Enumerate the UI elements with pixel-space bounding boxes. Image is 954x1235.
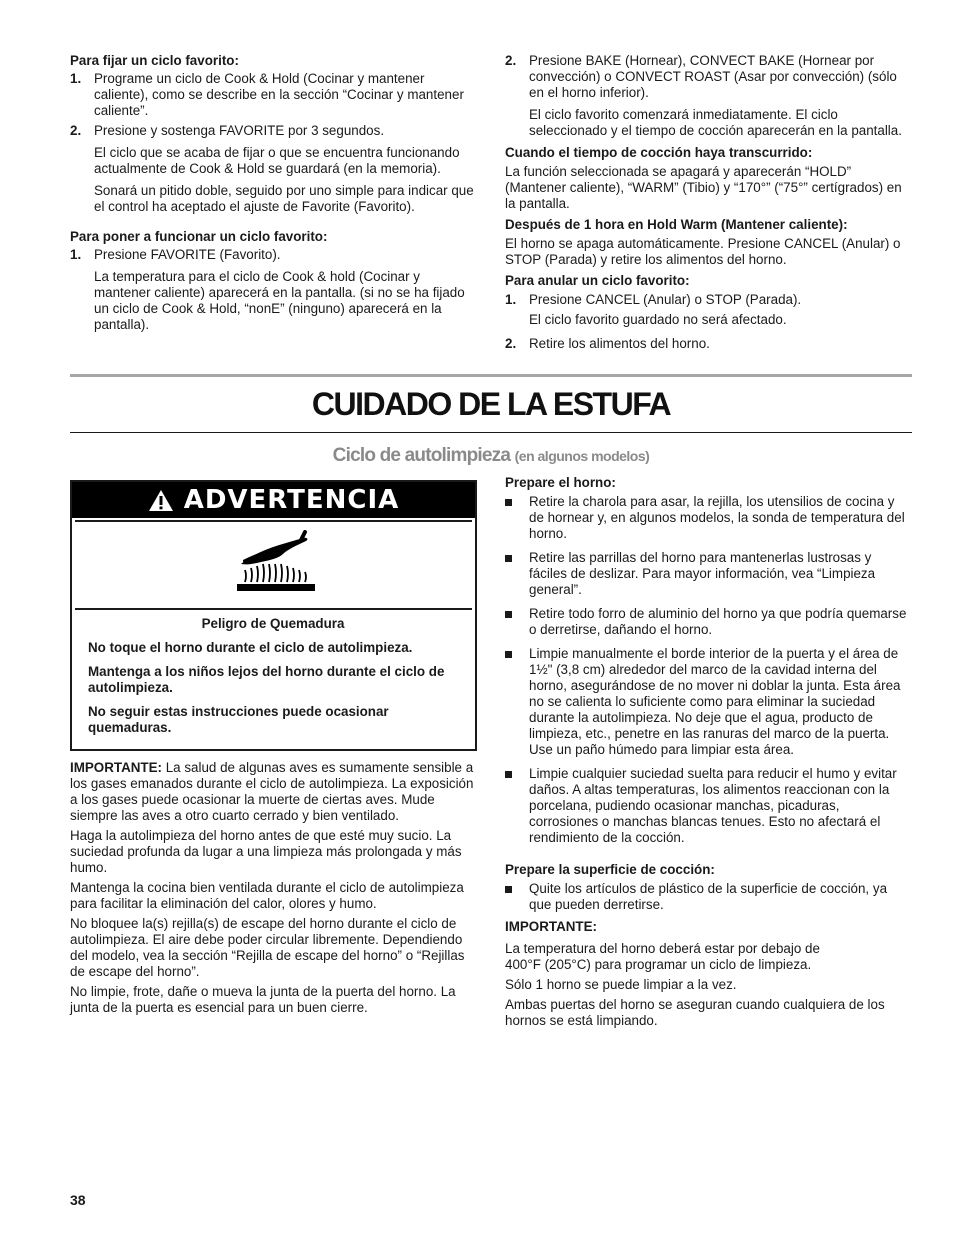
list-item (505, 881, 912, 913)
list-item (505, 606, 912, 638)
section-divider (70, 432, 912, 433)
warning-line: No seguir estas instrucciones puede ocasionar quemaduras. (88, 704, 389, 735)
bottom-right-column (505, 475, 912, 1029)
top-right-column (505, 53, 912, 352)
cook-done-heading: Cuando el tiempo de cocción haya transcurrido: (505, 145, 813, 160)
important-text: La salud de algunas aves es sumamente sensible a los gases emanados durante el ciclo de autolimpieza. La exposición a los gases puede ocasionar la muerte de ciertas aves. Mude siempre las aves a otro cuarto cerrado y bien ventilado. (70, 760, 474, 823)
bullet-icon (505, 651, 512, 658)
fav-run-note-1: La temperatura para el ciclo de Cook & hold (Cocinar y mantener caliente) aparecerá en la pantalla. (si no se ha fijado un ciclo de Cook & Hold, “nonE” (ninguno) aparecerá en la pantalla). (94, 269, 465, 332)
after-hour-text: El horno se apaga automáticamente. Presione CANCEL (Anular) o STOP (Parada) y retire los alimentos del horno. (505, 236, 901, 267)
cancel-fav-step-1 (505, 292, 912, 308)
important-label: IMPORTANTE: (70, 760, 162, 775)
paragraph: Sólo 1 horno se puede limpiar a la vez. (505, 977, 737, 992)
step-number: 1. (70, 71, 82, 86)
subsection-qualifier: (en algunos modelos) (514, 448, 650, 464)
paragraph: No limpie, frote, dañe o mueva la junta de la puerta del horno. La junta de la puerta es esencial para un buen cierre. (70, 984, 456, 1015)
list-item-text: Limpie cualquier suciedad suelta para reducir el humo y evitar daños. A altas temperaturas, los alimentos reaccionan con la porcelana, pudiendo ocasionar manchas, picaduras, corrosiones o manchas blancas tenues. Esto no afectará el rendimiento de la cocción. (529, 766, 897, 845)
top-left-column (70, 53, 480, 333)
bottom-left-column (70, 760, 480, 1016)
fav-run-note-2: El ciclo favorito comenzará inmediatamente. El ciclo seleccionado y el tiempo de cocción aparecerán en la pantalla. (529, 107, 902, 138)
warning-label: ADVERTENCIA (183, 485, 400, 515)
cancel-fav-step-2 (505, 336, 912, 352)
list-item-text: Retire la charola para asar, la rejilla, los utensilios de cocina y de hornear y, en algunos modelos, la sonda de temperatura del horno. (529, 494, 905, 541)
warning-text (88, 616, 458, 736)
fav-set-heading: Para fijar un ciclo favorito: (70, 53, 239, 68)
step-text: Programe un ciclo de Cook & Hold (Cocinar y mantener caliente), como se describe en la sección “Cocinar y mantener caliente”. (94, 71, 464, 118)
warning-header (72, 482, 475, 518)
fav-set-note-1: El ciclo que se acaba de fijar o que se encuentra funcionando actualmente de Cook & Hold se guardará (en la memoria). (94, 145, 460, 176)
list-item (505, 494, 912, 542)
bullet-icon (505, 499, 512, 506)
list-item-text: Retire todo forro de aluminio del horno ya que podría quemarse o derretirse, dañando el horno. (529, 606, 907, 637)
section-title: CUIDADO DE LA ESTUFA (311, 386, 671, 422)
step-number: 1. (70, 247, 82, 262)
warning-title: Peligro de Quemadura (201, 616, 345, 631)
fav-set-step-2 (70, 123, 480, 139)
fav-run-heading: Para poner a funcionar un ciclo favorito: (70, 229, 328, 244)
warning-pictogram (75, 520, 472, 610)
prep-oven-heading: Prepare el horno: (505, 475, 616, 490)
important2-heading: IMPORTANTE: (505, 919, 597, 934)
cancel-fav-note-1: El ciclo favorito guardado no será afectado. (529, 312, 787, 327)
after-hour-heading: Después de 1 hora en Hold Warm (Mantener caliente): (505, 217, 848, 232)
step-text: Retire los alimentos del horno. (529, 336, 710, 351)
list-item-text: Quite los artículos de plástico de la superficie de cocción, ya que pueden derretirse. (529, 881, 888, 912)
bullet-icon (505, 555, 512, 562)
page-number: 38 (70, 1192, 86, 1208)
warning-line: Mantenga a los niños lejos del horno durante el ciclo de autolimpieza. (88, 664, 445, 695)
paragraph: Mantenga la cocina bien ventilada durante el ciclo de autolimpieza para facilitar la eliminación del calor, olores y humo. (70, 880, 464, 911)
prep-surface-heading: Prepare la superficie de cocción: (505, 862, 715, 877)
step-text: Presione BAKE (Hornear), CONVECT BAKE (Hornear por convección) o CONVECT ROAST (Asar por convección) (sólo en el horno inferior). (529, 53, 897, 100)
fav-run-step-2 (505, 53, 912, 101)
cook-done-text: La función seleccionada se apagará y aparecerán “HOLD” (Mantener caliente), “WARM” (Tibio) y “170°” (“75°” certígrados) en la pantalla. (505, 164, 902, 211)
list-item-text: Retire las parrillas del horno para mantenerlas lustrosas y fáciles de deslizar. Para mayor información, vea “Limpieza general”. (529, 550, 876, 597)
fav-run-step-1 (70, 247, 480, 263)
warning-box (70, 480, 477, 751)
step-number: 2. (70, 123, 82, 138)
fav-set-step-1 (70, 71, 480, 119)
subsection-title-text: Ciclo de autolimpieza (332, 445, 511, 466)
bullet-icon (505, 611, 512, 618)
warning-line: No toque el horno durante el ciclo de autolimpieza. (88, 640, 413, 655)
paragraph: Haga la autolimpieza del horno antes de que esté muy sucio. La suciedad profunda da lugar a una limpieza más prolongada y más humo. (70, 828, 462, 875)
paragraph: La temperatura del horno deberá estar por debajo de 400°F (205°C) para programar un ciclo de limpieza. (505, 941, 820, 972)
step-text: Presione CANCEL (Anular) o STOP (Parada). (529, 292, 802, 307)
step-text: Presione FAVORITE (Favorito). (94, 247, 281, 262)
step-text: Presione y sostenga FAVORITE por 3 segundos. (94, 123, 385, 138)
step-number: 1. (505, 292, 517, 307)
bullet-icon (505, 771, 512, 778)
paragraph: Ambas puertas del horno se aseguran cuando cualquiera de los hornos se está limpiando. (505, 997, 885, 1028)
list-item (505, 550, 912, 598)
list-item-text: Limpie manualmente el borde interior de la puerta y el área de 1½" (3,8 cm) alrededor del marco de la cavidad interna del horno, asegurándose de no mover ni doblar la junta. Esta área no se calienta lo suficiente como para eliminar la suciedad durante la autolimpieza. No deje que el agua, producto de limpieza, etc., penetre en las ranuras del marco de la puerta. Use un paño húmedo para limpiar esta área. (529, 646, 901, 757)
bullet-icon (505, 886, 512, 893)
subsection-title (70, 444, 912, 468)
important-paragraph (70, 760, 480, 824)
paragraph: No bloquee la(s) rejilla(s) de escape del horno durante el ciclo de autolimpieza. El aire debe poder circular libremente. Dependiendo del modelo, vea la sección “Rejilla de escape del horno” o “Rejillas de escape del horno”. (70, 916, 465, 979)
list-item (505, 646, 912, 758)
step-number: 2. (505, 53, 517, 68)
list-item (505, 766, 912, 846)
warning-triangle-icon (148, 489, 174, 512)
step-number: 2. (505, 336, 517, 351)
cancel-fav-heading: Para anular un ciclo favorito: (505, 273, 690, 288)
hot-surface-hand-icon (231, 530, 321, 600)
fav-set-note-2: Sonará un pitido doble, seguido por uno simple para indicar que el control ha aceptado el ajuste de Favorite (Favorito). (94, 183, 474, 214)
section-top-rule (70, 374, 912, 377)
